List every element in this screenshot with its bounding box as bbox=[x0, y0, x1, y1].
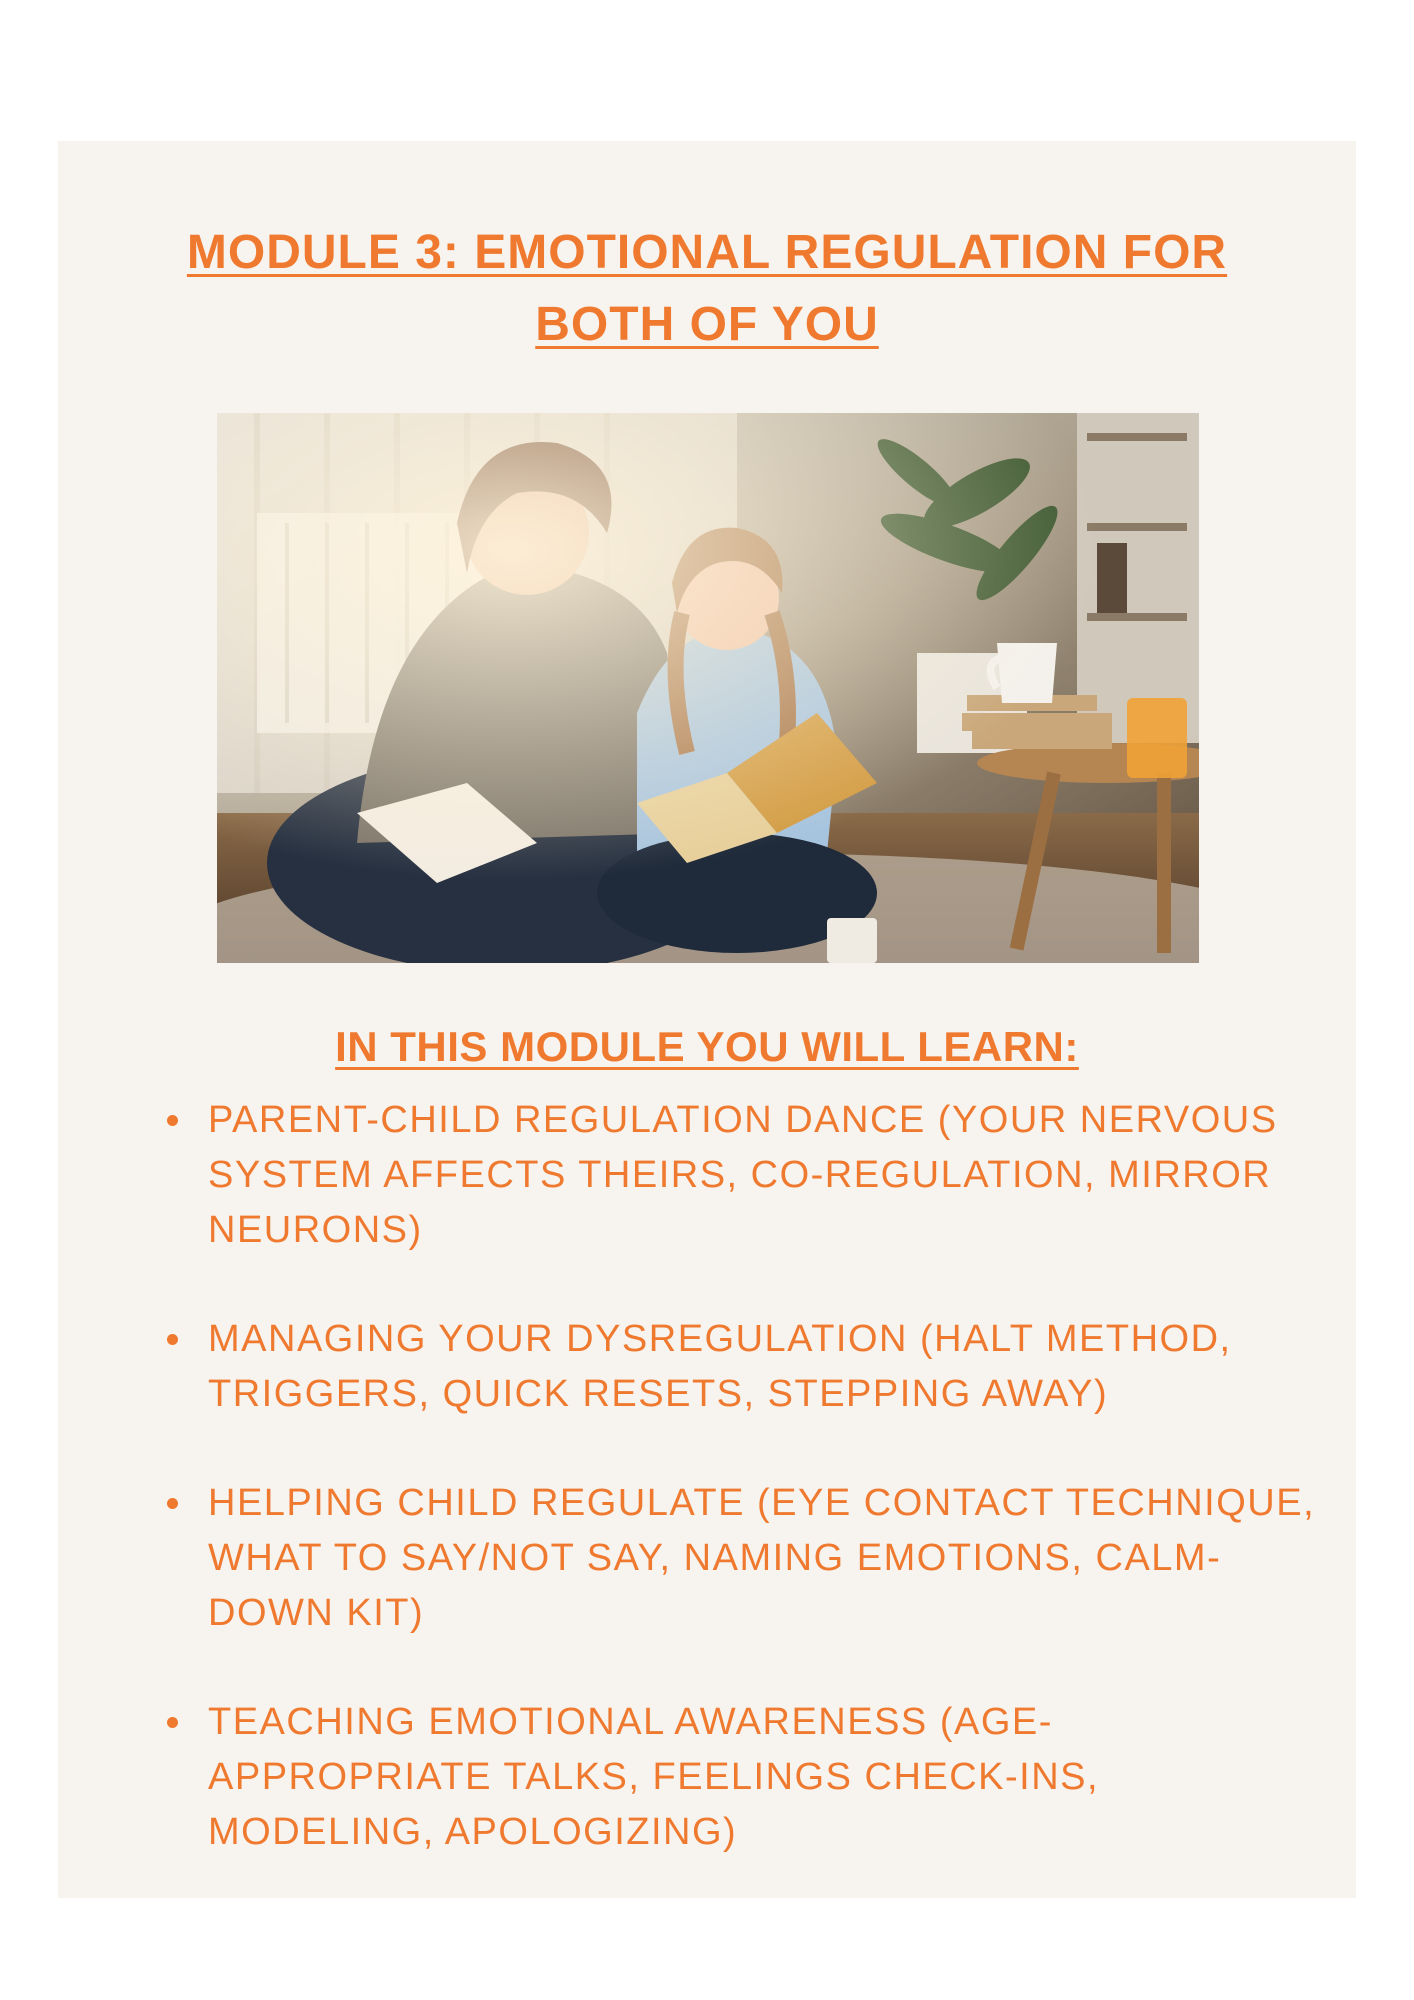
learn-heading: IN THIS MODULE YOU WILL LEARN: bbox=[335, 1023, 1079, 1070]
learning-list bbox=[150, 1093, 1320, 1914]
bullet-icon bbox=[167, 1498, 178, 1509]
list-item-text: MANAGING YOUR DYSREGULATION (HALT METHOD, TRIGGERS, QUICK RESETS, STEPPING AWAY) bbox=[208, 1318, 1232, 1415]
module-card bbox=[58, 141, 1356, 1898]
list-item bbox=[150, 1476, 1320, 1641]
photo-illustration bbox=[217, 413, 1199, 963]
bullet-icon bbox=[167, 1115, 178, 1126]
bullet-icon bbox=[167, 1334, 178, 1345]
list-item bbox=[150, 1093, 1320, 1258]
list-item-text: PARENT-CHILD REGULATION DANCE (YOUR NERVOUS SYSTEM AFFECTS THEIRS, CO-REGULATION, MIRROR NEURONS) bbox=[208, 1099, 1278, 1251]
list-item-text: HELPING CHILD REGULATE (EYE CONTACT TECHNIQUE, WHAT TO SAY/NOT SAY, NAMING EMOTIONS, CALM-DOWN KIT) bbox=[208, 1482, 1316, 1634]
list-item-text: TEACHING EMOTIONAL AWARENESS (AGE-APPROPRIATE TALKS, FEELINGS CHECK-INS, MODELING, APOLOGIZING) bbox=[208, 1701, 1100, 1853]
list-item bbox=[150, 1695, 1320, 1860]
bullet-icon bbox=[167, 1717, 178, 1728]
module-title: MODULE 3: EMOTIONAL REGULATION FOR BOTH OF YOU bbox=[186, 226, 1228, 351]
parent-child-reading-photo bbox=[217, 413, 1199, 963]
list-item bbox=[150, 1312, 1320, 1422]
